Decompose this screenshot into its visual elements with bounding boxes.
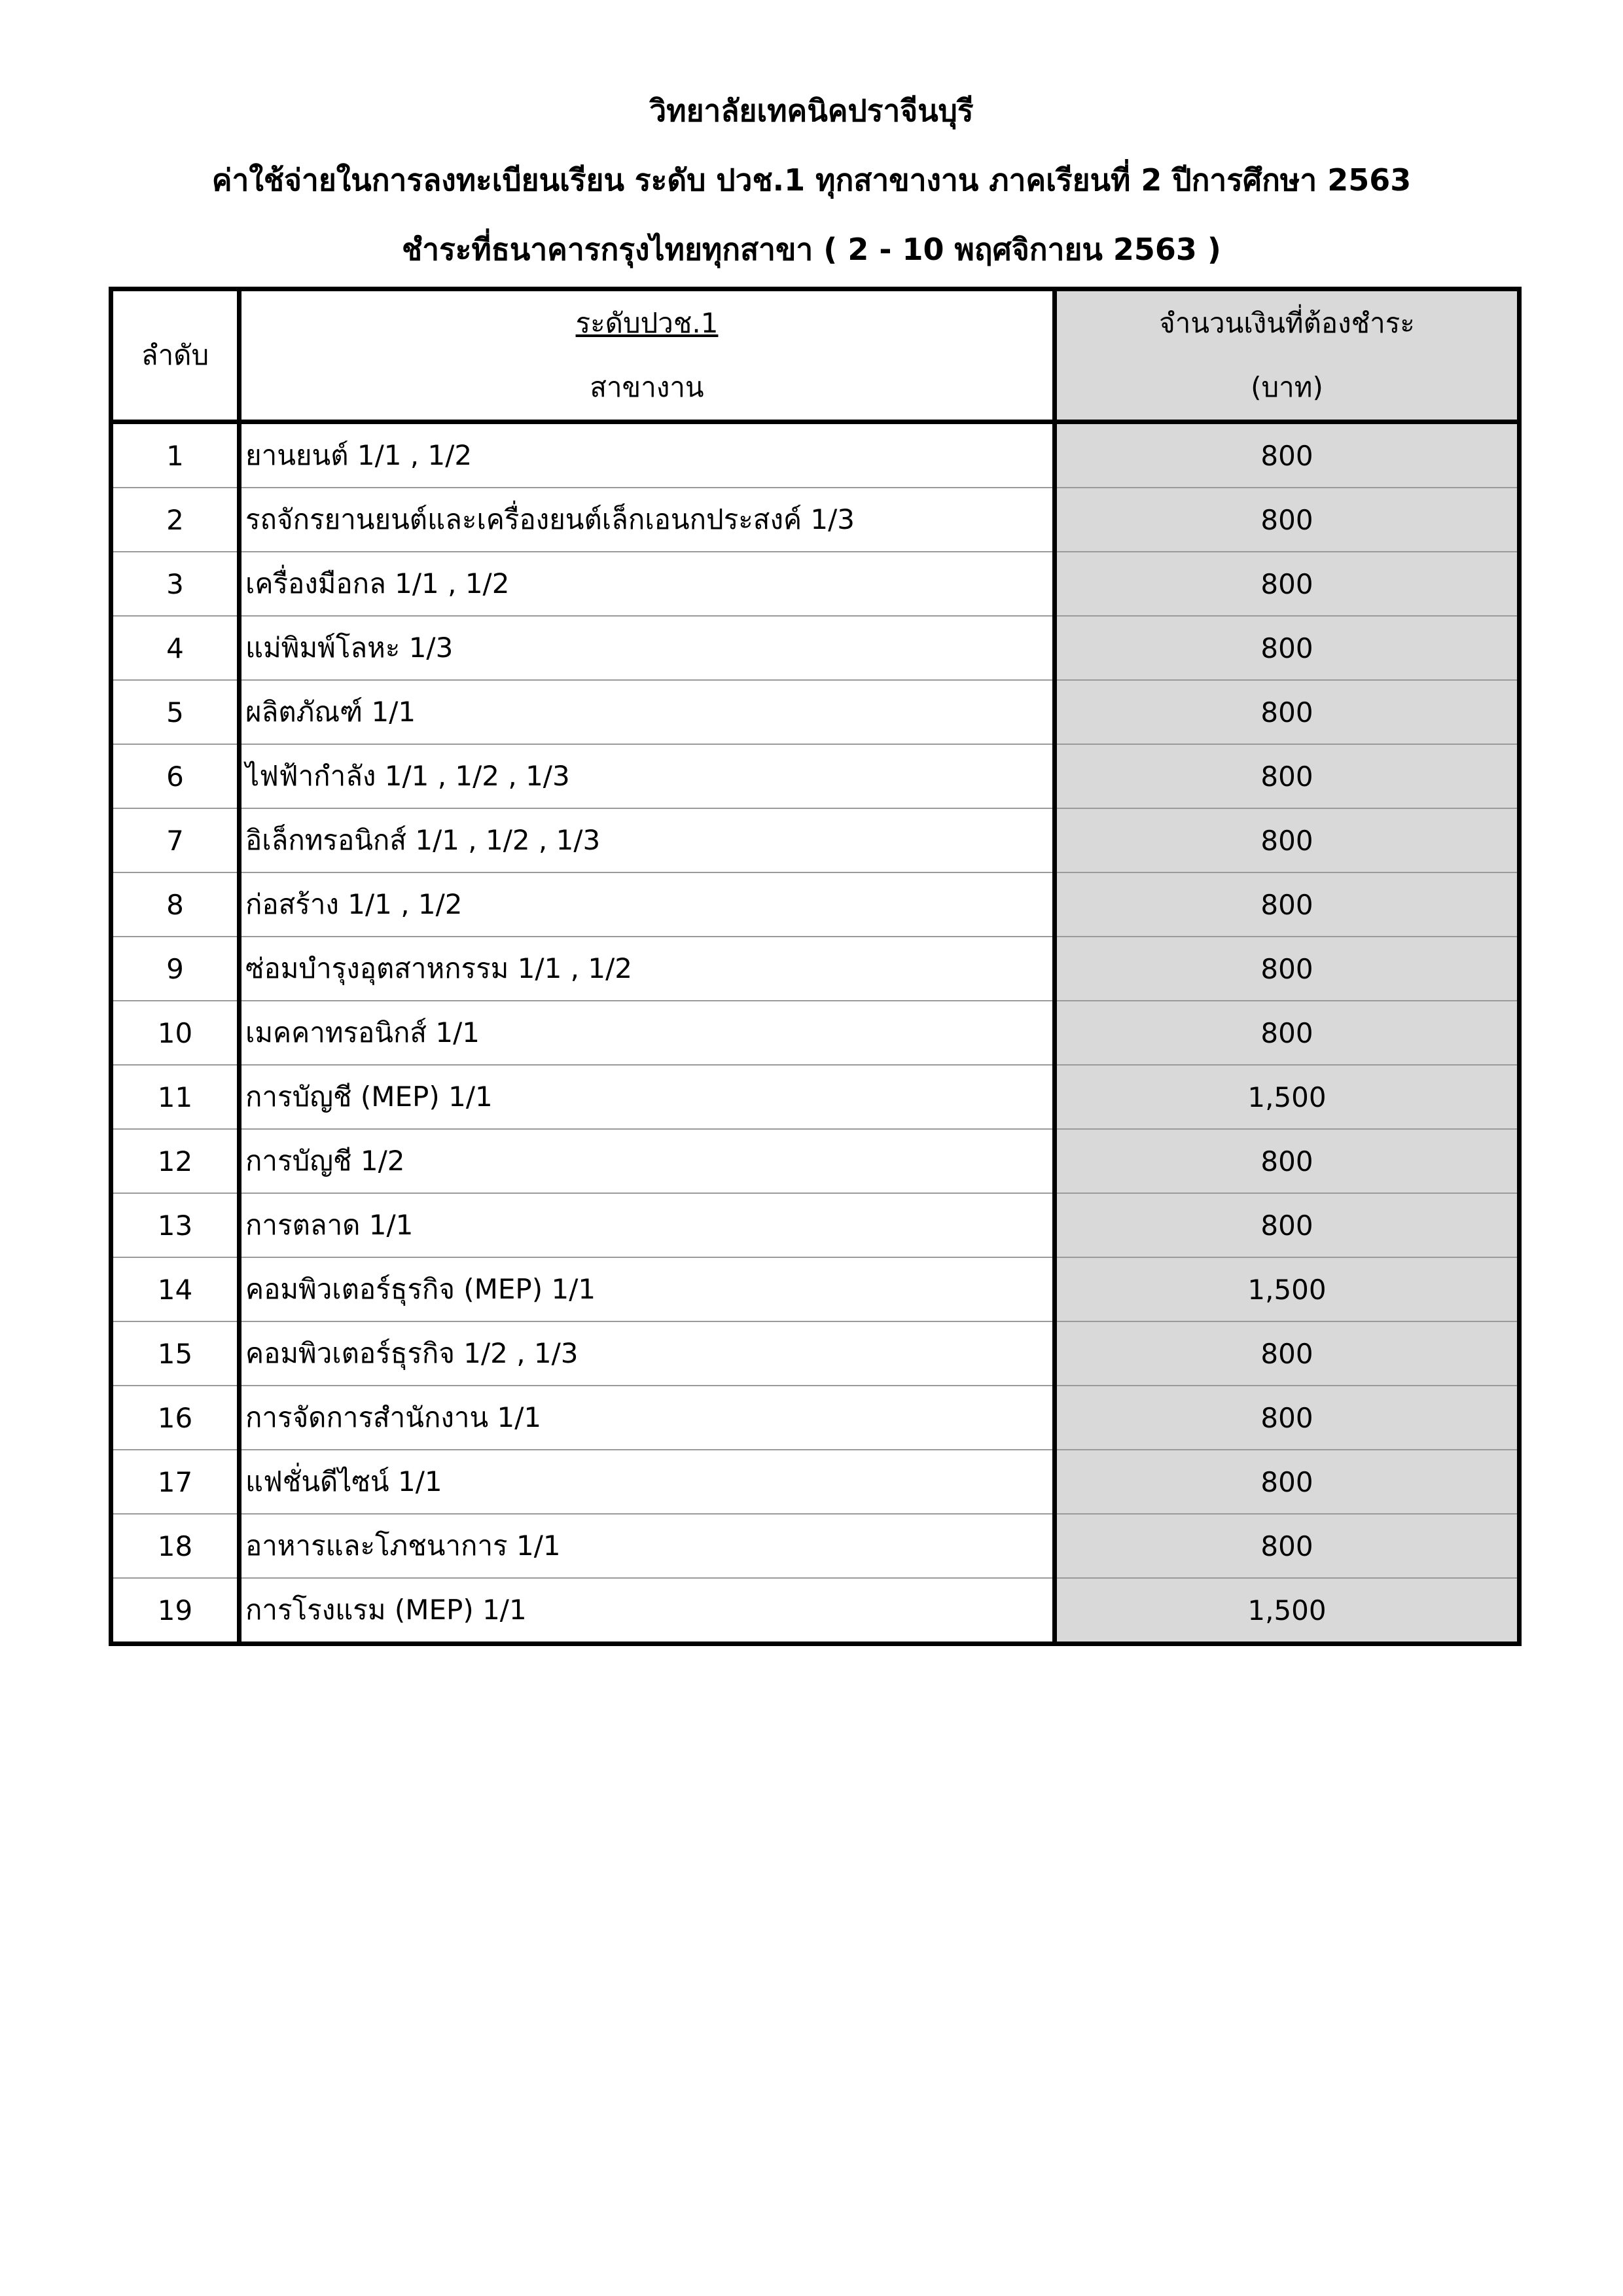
fee-table [109,287,1522,1646]
row-major: การจัดการสำนักงาน 1/1 [240,1386,1055,1450]
row-major: คอมพิวเตอร์ธุรกิจ (MEP) 1/1 [240,1257,1055,1321]
header-major-label: สาขางาน [590,371,704,403]
row-major: แฟชั่นดีไซน์ 1/1 [240,1450,1055,1514]
table-body [111,422,1520,1644]
row-amount: 1,500 [1055,1065,1520,1129]
table-row [111,422,1520,488]
row-number: 17 [111,1450,240,1514]
document-header [0,76,1623,284]
header-major [240,289,1055,422]
row-number: 7 [111,808,240,872]
table-row [111,1386,1520,1450]
row-number: 12 [111,1129,240,1193]
row-amount: 800 [1055,744,1520,808]
table-row [111,744,1520,808]
row-major: เครื่องมือกล 1/1 , 1/2 [240,552,1055,616]
row-number: 1 [111,422,240,488]
header-unit-label: (บาท) [1251,371,1323,403]
row-major: การบัญชี 1/2 [240,1129,1055,1193]
table-row [111,1514,1520,1578]
table-row [111,488,1520,552]
table-header-row [111,289,1520,422]
table-row [111,1578,1520,1644]
row-number: 18 [111,1514,240,1578]
row-number: 4 [111,616,240,680]
row-amount: 1,500 [1055,1257,1520,1321]
row-amount: 800 [1055,488,1520,552]
row-number: 3 [111,552,240,616]
row-number: 15 [111,1321,240,1386]
row-major: แม่พิมพ์โลหะ 1/3 [240,616,1055,680]
row-amount: 800 [1055,1386,1520,1450]
row-number: 10 [111,1001,240,1065]
row-major: คอมพิวเตอร์ธุรกิจ 1/2 , 1/3 [240,1321,1055,1386]
row-number: 9 [111,937,240,1001]
row-number: 8 [111,872,240,937]
document-title: ค่าใช้จ่ายในการลงทะเบียนเรียน ระดับ ปวช.1 ทุกสาขางาน ภาคเรียนที่ 2 ปีการศึกษา 2563 [211,162,1412,198]
header-amount [1055,289,1520,422]
row-amount: 800 [1055,1514,1520,1578]
table-row [111,1065,1520,1129]
row-major: รถจักรยานยนต์และเครื่องยนต์เล็กเอนกประสงค์ 1/3 [240,488,1055,552]
header-level-label: ระดับปวช.1 [575,307,719,339]
row-amount: 800 [1055,808,1520,872]
row-number: 5 [111,680,240,744]
row-major: การบัญชี (MEP) 1/1 [240,1065,1055,1129]
table-row [111,872,1520,937]
table-row [111,1193,1520,1257]
fee-table-container [109,287,1517,1646]
table-row [111,680,1520,744]
row-major: การโรงแรม (MEP) 1/1 [240,1578,1055,1644]
row-amount: 800 [1055,1129,1520,1193]
row-major: อิเล็กทรอนิกส์ 1/1 , 1/2 , 1/3 [240,808,1055,872]
row-number: 11 [111,1065,240,1129]
table-row [111,1321,1520,1386]
row-major: อาหารและโภชนาการ 1/1 [240,1514,1055,1578]
table-row [111,1450,1520,1514]
row-amount: 800 [1055,616,1520,680]
table-row [111,1257,1520,1321]
row-number: 2 [111,488,240,552]
row-amount: 800 [1055,937,1520,1001]
row-number: 6 [111,744,240,808]
row-amount: 800 [1055,1450,1520,1514]
table-row [111,808,1520,872]
row-number: 16 [111,1386,240,1450]
row-amount: 800 [1055,872,1520,937]
table-row [111,616,1520,680]
row-number: 14 [111,1257,240,1321]
college-name: วิทยาลัยเทคนิคปราจีนบุรี [649,93,974,128]
header-amount-label: จำนวนเงินที่ต้องชำระ [1159,307,1415,339]
row-amount: 800 [1055,552,1520,616]
row-amount: 800 [1055,1193,1520,1257]
payment-note: ชำระที่ธนาคารกรุงไทยทุกสาขา ( 2 - 10 พฤศจิกายน 2563 ) [402,232,1221,267]
row-major: ซ่อมบำรุงอุตสาหกรรม 1/1 , 1/2 [240,937,1055,1001]
row-major: ก่อสร้าง 1/1 , 1/2 [240,872,1055,937]
row-major: การตลาด 1/1 [240,1193,1055,1257]
row-major: ไฟฟ้ากำลัง 1/1 , 1/2 , 1/3 [240,744,1055,808]
row-amount: 800 [1055,422,1520,488]
row-number: 13 [111,1193,240,1257]
header-no-label: ลำดับ [141,339,209,371]
header-no [111,289,240,422]
row-major: เมคคาทรอนิกส์ 1/1 [240,1001,1055,1065]
row-major: ยานยนต์ 1/1 , 1/2 [240,422,1055,488]
table-row [111,1001,1520,1065]
row-major: ผลิตภัณฑ์ 1/1 [240,680,1055,744]
table-row [111,1129,1520,1193]
row-amount: 800 [1055,1001,1520,1065]
table-row [111,937,1520,1001]
row-amount: 1,500 [1055,1578,1520,1644]
row-number: 19 [111,1578,240,1644]
row-amount: 800 [1055,1321,1520,1386]
table-row [111,552,1520,616]
row-amount: 800 [1055,680,1520,744]
